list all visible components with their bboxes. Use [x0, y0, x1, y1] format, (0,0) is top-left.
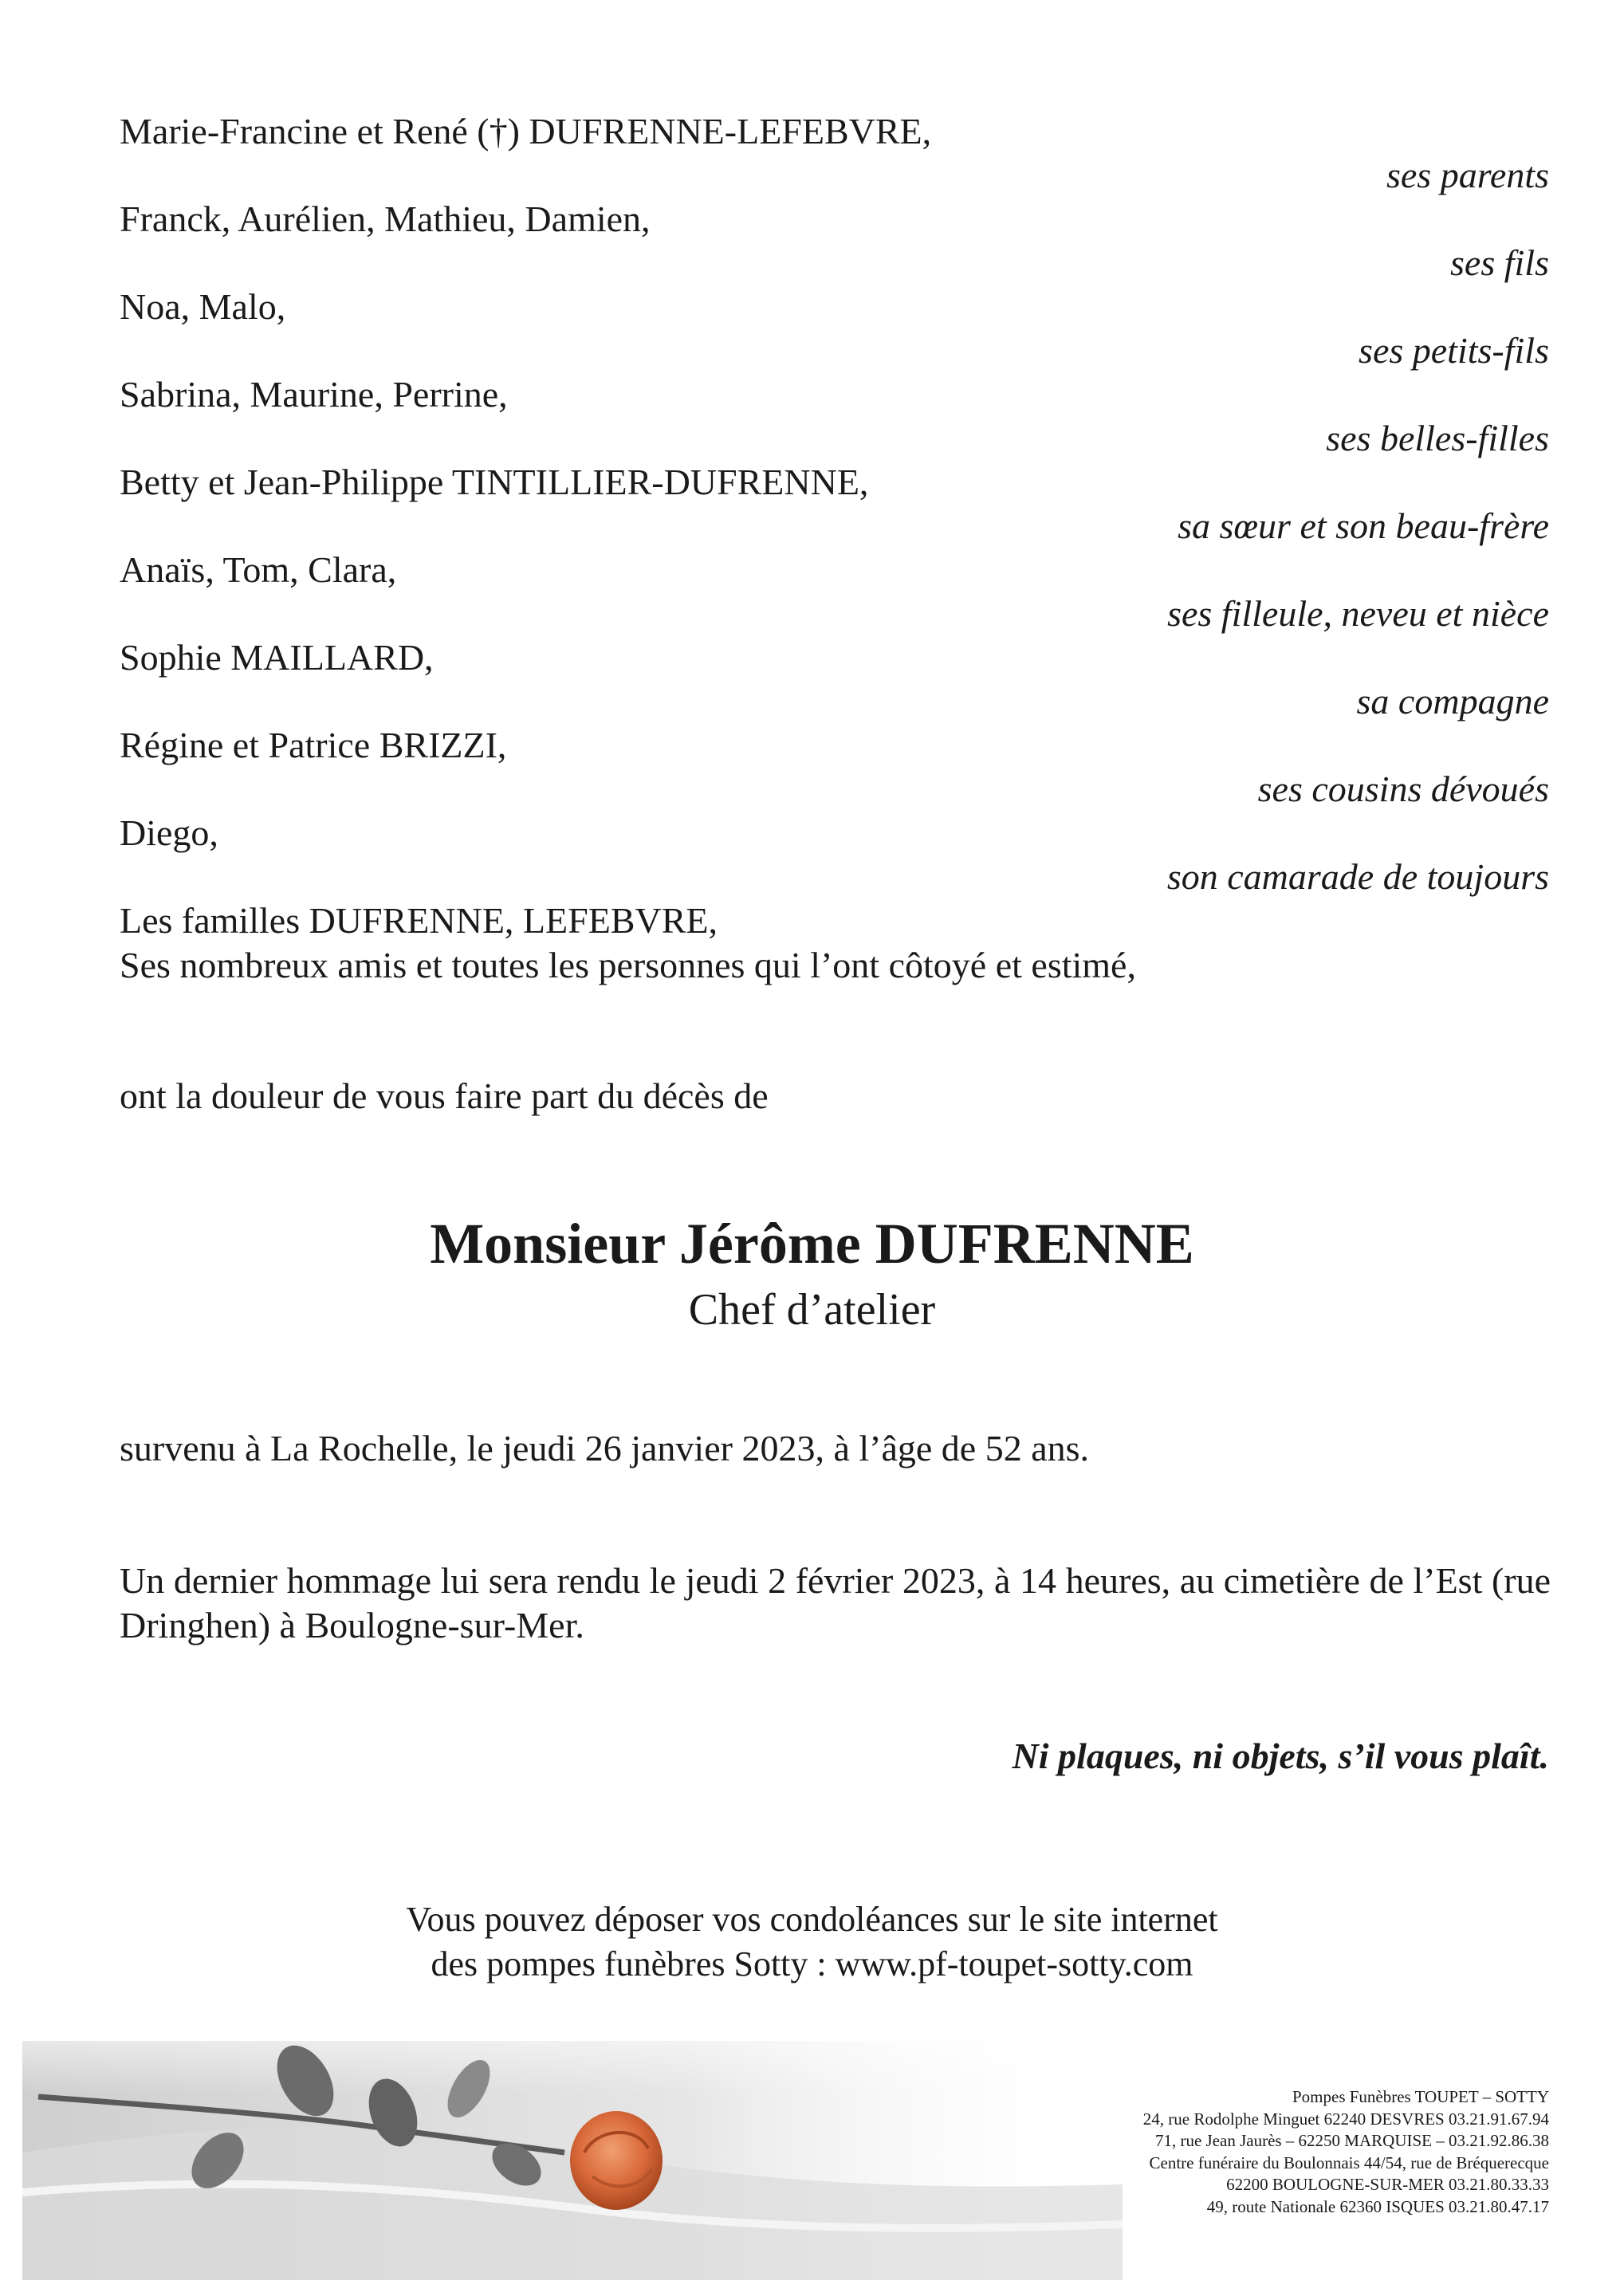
- condolences-line-1: Vous pouvez déposer vos condoléances sur le site internet: [406, 1900, 1218, 1939]
- family-names-daughters-in-law: Sabrina, Maurine, Perrine,: [120, 374, 508, 415]
- family-names-grandsons: Noa, Malo,: [120, 286, 286, 327]
- flowers-note: Ni plaques, ni objets, s’il vous plaît.: [1012, 1736, 1549, 1776]
- relation-daughters-in-law: ses belles-filles: [1326, 418, 1549, 458]
- relation-cousins: ses cousins dévoués: [1257, 769, 1549, 809]
- funeral-home-address-3: Centre funéraire du Boulonnais 44/54, rue de Bréquerecque: [1149, 2152, 1549, 2172]
- family-names-goddaughter: Anaïs, Tom, Clara,: [120, 549, 397, 590]
- family-names-companion: Sophie MAILLARD,: [120, 637, 434, 678]
- family-names-cousins: Régine et Patrice BRIZZI,: [120, 725, 507, 765]
- relation-companion: sa compagne: [1356, 681, 1549, 721]
- funeral-home-address-4: 62200 BOULOGNE-SUR-MER 03.21.80.33.33: [1226, 2175, 1549, 2194]
- relation-parents: ses parents: [1386, 155, 1549, 195]
- relation-friend: son camarade de toujours: [1166, 856, 1549, 897]
- funeral-home-name: Pompes Funèbres TOUPET – SOTTY: [1292, 2087, 1549, 2106]
- relation-sons: ses fils: [1450, 242, 1549, 283]
- families-line: Les familles DUFRENNE, LEFEBVRE,: [120, 900, 718, 941]
- funeral-home-address-1: 24, rue Rodolphe Minguet 62240 DESVRES 03.21.91.67.94: [1142, 2109, 1549, 2129]
- condolences-line-2: des pompes funèbres Sotty : www.pf-toupet-sotty.com: [431, 1944, 1193, 1983]
- deceased-title: Chef d’atelier: [688, 1285, 936, 1335]
- funeral-home-address-5: 49, route Nationale 62360 ISQUES 03.21.80.47.17: [1206, 2196, 1549, 2216]
- friends-line: Ses nombreux amis et toutes les personnes qui l’ont côtoyé et estimé,: [120, 945, 1136, 985]
- death-line: survenu à La Rochelle, le jeudi 26 janvier 2023, à l’âge de 52 ans.: [120, 1428, 1090, 1468]
- family-names-parents: Marie-Francine et René (†) DUFRENNE-LEFEBVRE,: [120, 111, 932, 151]
- relation-grandsons: ses petits-fils: [1359, 330, 1549, 371]
- homage-text: Un dernier hommage lui sera rendu le jeudi 2 février 2023, à 14 heures, au cimetière de l’Est (rue Dringhen) à Boulogne-sur-Mer.: [120, 1560, 1551, 1645]
- family-names-sister: Betty et Jean-Philippe TINTILLIER-DUFRENNE,: [120, 462, 869, 502]
- rose-bloom: [570, 2111, 663, 2210]
- top-fade: [22, 1993, 1123, 2280]
- funeral-home-info: [1143, 2086, 1549, 2218]
- relation-goddaughter: ses filleule, neveu et nièce: [1167, 593, 1549, 634]
- family-names-sons: Franck, Aurélien, Mathieu, Damien,: [120, 199, 651, 239]
- relation-sister: sa sœur et son beau-frère: [1178, 505, 1549, 546]
- rose-on-beach-image: [22, 1993, 1123, 2280]
- funeral-home-address-2: 71, rue Jean Jaurès – 62250 MARQUISE – 03.21.92.86.38: [1154, 2131, 1549, 2150]
- announce-line: ont la douleur de vous faire part du décès de: [120, 1075, 769, 1116]
- deceased-name: Monsieur Jérôme DUFRENNE: [430, 1212, 1194, 1276]
- family-names-friend: Diego,: [120, 812, 218, 853]
